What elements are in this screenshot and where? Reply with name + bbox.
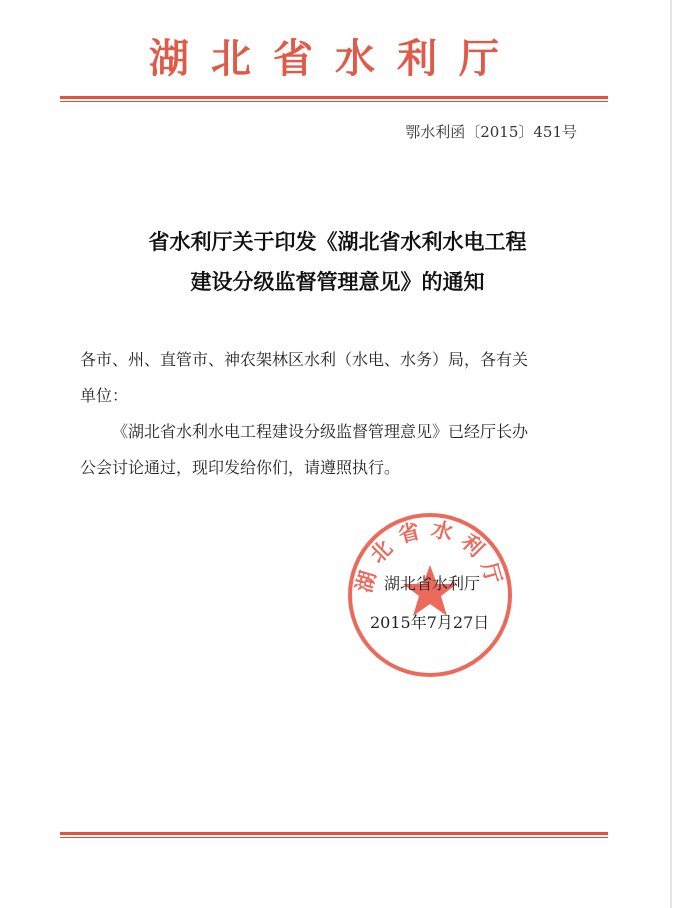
document-title-line-2: 建设分级监督管理意见》的通知 <box>190 269 485 294</box>
letterhead-rule-thin <box>60 101 608 102</box>
addressee-line-1: 各市、州、直管市、神农架林区水利（水电、水务）局，各有关 <box>80 350 529 369</box>
document-title-line-1: 省水利厅关于印发《湖北省水利水电工程 <box>148 229 527 254</box>
signature-date: 2015年7月27日 <box>370 613 490 632</box>
signature-organization: 湖北省水利厅 <box>384 574 481 593</box>
body-paragraph-line-1: 《湖北省水利水电工程建设分级监督管理意见》已经厅长办 <box>112 422 529 441</box>
svg-text:湖北省水利厅: 湖北省水利厅 <box>351 516 509 596</box>
addressee-line-2: 单位： <box>80 386 129 405</box>
letterhead-title: 湖北省水利厅 <box>149 36 521 82</box>
document-number: 鄂水利函〔2015〕451号 <box>405 123 577 141</box>
letterhead-rule-thick <box>60 96 608 99</box>
page-edge <box>670 0 672 908</box>
footer-rule-thin <box>60 837 608 838</box>
footer-rule-thick <box>60 832 608 835</box>
official-seal-stamp <box>345 510 515 680</box>
body-paragraph-line-2: 公会讨论通过，现印发给你们，请遵照执行。 <box>80 458 401 477</box>
